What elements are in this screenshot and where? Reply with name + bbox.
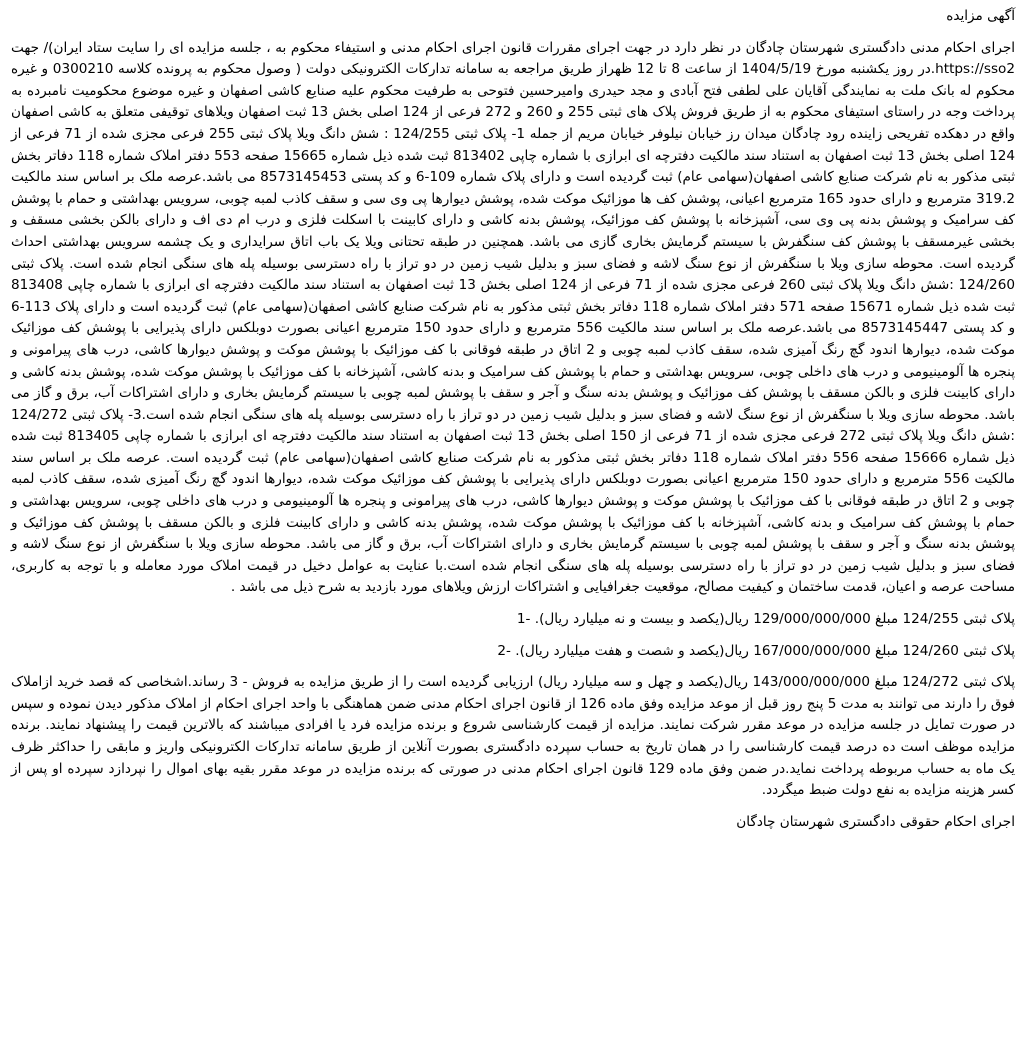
valuation-item-1: پلاک ثبتی 124/255 مبلغ 129/000/000/000 ریال(یکصد و بیست و نه میلیارد ریال). -1 <box>516 611 1015 628</box>
spacer <box>11 599 1015 609</box>
spacer <box>11 631 1015 641</box>
issuer-signature: اجرای احکام حقوقی دادگستری شهرستان چادگان <box>736 813 1015 830</box>
notice-title: آگهی مزایده <box>946 8 1015 24</box>
notice-closing: پلاک ثبتی 124/272 مبلغ 143/000/000/000 ریال(یکصد و چهل و سه میلیارد ریال) ارزیابی گردیده است را از طریق مزایده به فروش - 3 رساند.اشخاصی که قصد خرید ازاملاک فوق را دارند می توانند به مدت 5 پنج روز قبل از موعد مزایده وفق ماده 126 از قانون اجرای احکام مدنی ضمن هماهنگی با واحد اجرای احکام از املاک مذکور دیدن نموده و سپس در صورت تمایل در جلسه مزایده در موعد مقرر شرکت نمایند. مزایده از قیمت کارشناسی شروع و برنده مزایده فرد یا افرادی میباشند که بالاترین قیمت را پیشنهاد نمایند. برنده مزایده موظف است ده درصد قیمت کارشناسی را در همان تاریخ به حساب سپرده دادگستری بصورت آنلاین از طریق سامانه تدارکات الکترونیکی واریز و مابقی را حداکثر ظرف یک ماه به حساب مربوطه پرداخت نماید.در ضمن وفق ماده 129 قانون اجرای احکام مدنی در صورتی که برنده مزایده در موعد مقرر بقیه بهای اموال را نپردازد سپرده او پس از کسر هزینه مزایده به نفع دولت ضبط میگردد. <box>11 674 1015 799</box>
valuation-item-2: پلاک ثبتی 124/260 مبلغ 167/000/000/000 ریال(یکصد و شصت و هفت میلیارد ریال). -2 <box>497 642 1015 659</box>
spacer <box>11 662 1015 672</box>
notice-body: اجرای احکام مدنی دادگستری شهرستان چادگان در نظر دارد در جهت اجرای مقررات قانون اجرای احکام مدنی و استیفاء محکوم به ، جلسه مزایده ای را سایت ستاد ایران)/ جهت https://sso2.در روز یکشنبه مورخ 1404/5/19 از ساعت 8 تا 12 ظهراز طریق مراجعه به سامانه تدارکات الکترونیکی دولت ( وصول محکوم به پرونده کلاسه 0300210 و غیره محکوم له بانک ملت به نمایندگی آقایان علی لطفی فتح آبادی و مجد حیدری وامیرحسین فتوحی به طرفیت محکوم علیه صنایع کاشی اصفهان و غیره موضوع محکومیت نامبرده به پرداخت وجه در راستای استیفای محکوم به از طریق فروش پلاک های ثبتی 255 و 260 و 272 فرعی از 124 اصلی بخش 13 ثبت اصفهان ویلاهای توقیفی متعلق به کاشی اصفهان واقع در دهکده تفریحی زاینده رود چادگان میدان رز خیابان نیلوفر خیابان مریم از جمله 1- پلاک ثبتی 124/255 : شش دانگ ویلا پلاک ثبتی 255 فرعی مجزی شده از 71 فرعی از 124 اصلی بخش 13 ثبت اصفهان به استناد سند مالکیت دفترچه ای ابرازی با شماره چاپی 813402 ثبت شده ذیل شماره 15665 صفحه 553 دفتر املاک شماره 118 دفاتر بخش ثبتی مذکور به نام شرکت صنایع کاشی اصفهان(سهامی عام) ثبت گردیده است و دارای پلاک شماره 109-6 و کد پستی 8573145453 می باشد.عرصه ملک بر اساس سند مالکیت 319.2 مترمربع و دارای حدود 165 مترمربع اعیانی، پوشش کف ها موزائیک موکت شده، پوشش دیوارها پی وی سی و سقف کاذب لمبه چوبی، سرویس بهداشتی و حمام با پوشش کف سرامیک و پوشش بدنه پی وی سی، آشپزخانه با پوشش کف موزائیک، پوشش بدنه کاشی و دارای کابینت با اسکلت فلزی و درب ام دی اف و دارای بالکن بخشی مسقف و بخشی غیرمسقف با پوشش کف سنگفرش با سیستم گرمایش بخاری گازی می باشد. همچنین در طبقه تحتانی ویلا یک باب اتاق سرایداری و یک چشمه سرویس بهداشتی احداث گردیده است. محوطه سازی ویلا با سنگفرش از نوع سنگ لاشه و فضای سبز و بدلیل شیب زمین در دو تراز با راه دسترسی بوسیله پله های سنگی انجام شده است. پلاک ثبتی 124/260 :شش دانگ ویلا پلاک ثبتی 260 فرعی مجزی شده از 71 فرعی از 124 اصلی بخش 13 ثبت اصفهان به استناد سند مالکیت دفترچه ای ابرازی با شماره چاپی 813408 ثبت شده ذیل شماره 15671 صفحه 571 دفتر املاک شماره 118 دفاتر بخش ثبتی مذکور به نام شرکت صنایع کاشی اصفهان(سهامی عام) ثبت گردیده است و دارای پلاک 113-6 و کد پستی 8573145447 می باشد.عرصه ملک بر اساس سند مالکیت 556 مترمربع و دارای حدود 150 مترمربع اعیانی بصورت دوبلکس دارای پذیرایی با پوشش کف موزائیک موکت شده، دیوارها اندود گچ رنگ آمیزی شده، سقف کاذب لمبه چوبی و 2 اتاق در طبقه فوقانی با کف موزائیک با پوشش موکت و پوشش دیوارها کاشی، درب های پیرامونی و پنجره ها آلومینیومی و درب های داخلی چوبی، سرویس بهداشتی و حمام با پوشش کف سرامیک و بدنه کاشی، آشپزخانه با کف موزائیک با پوشش موکت شده، پوشش بدنه کاشی و دارای کابینت فلزی و بالکن مسقف با پوشش کف موزائیک و پوشش بدنه سنگ و آجر و سقف با پوشش لمبه چوبی با سیستم گرمایش بخاری و دارای اشتراکات آب، برق و گاز می باشد. محوطه سازی ویلا با سنگفرش از نوع سنگ لاشه و فضای سبز و بدلیل شیب زمین در دو تراز با راه دسترسی بوسیله پله های سنگی انجام شده است.3- پلاک ثبتی 124/272 :شش دانگ ویلا پلاک ثبتی 272 فرعی مجزی شده از 71 فرعی از 150 اصلی بخش 13 ثبت اصفهان به استناد سند مالکیت دفترچه ای ابرازی با شماره چاپی 813405 ثبت شده ذیل شماره 15666 صفحه 556 دفتر املاک شماره 118 دفاتر بخش ثبتی مذکور به نام شرکت صنایع کاشی اصفهان(سهامی عام) ثبت گردیده است. عرصه ملک بر اساس سند مالکیت 556 مترمربع و دارای حدود 150 مترمربع اعیانی بصورت دوبلکس دارای پذیرایی با پوشش کف موزائیک موکت شده، دیوارها اندود گچ رنگ آمیزی شده، سقف کاذب لمبه چوبی و 2 اتاق در طبقه فوقانی با کف موزائیک با پوشش موکت و پوشش دیوارها کاشی، درب های پیرامونی و پنجره ها آلومینیومی و درب های داخلی چوبی، سرویس بهداشتی و حمام با پوشش کف سرامیک و بدنه کاشی، آشپزخانه با کف موزائیک با پوشش موکت شده، پوشش بدنه کاشی و دارای کابینت فلزی و بالکن مسقف با پوشش کف موزائیک و پوشش بدنه سنگ و آجر و سقف با پوشش لمبه چوبی با سیستم گرمایش بخاری و دارای اشتراکات آب، برق و گاز می باشد. محوطه سازی ویلا با سنگفرش از نوع سنگ لاشه و فضای سبز و بدلیل شیب زمین در دو تراز با راه دسترسی بوسیله پله های سنگی انجام شده است.با عنایت به عوامل دخیل در قیمت املاک مورد معامله و با توجه به کاربری، مساحت عرصه و اعیان، قدمت ساختمان و کیفیت مصالح، موقعیت جغرافیایی و اشتراکات ارزش ویلاهای مورد بازدید به شرح ذیل می باشد . <box>11 39 1016 596</box>
